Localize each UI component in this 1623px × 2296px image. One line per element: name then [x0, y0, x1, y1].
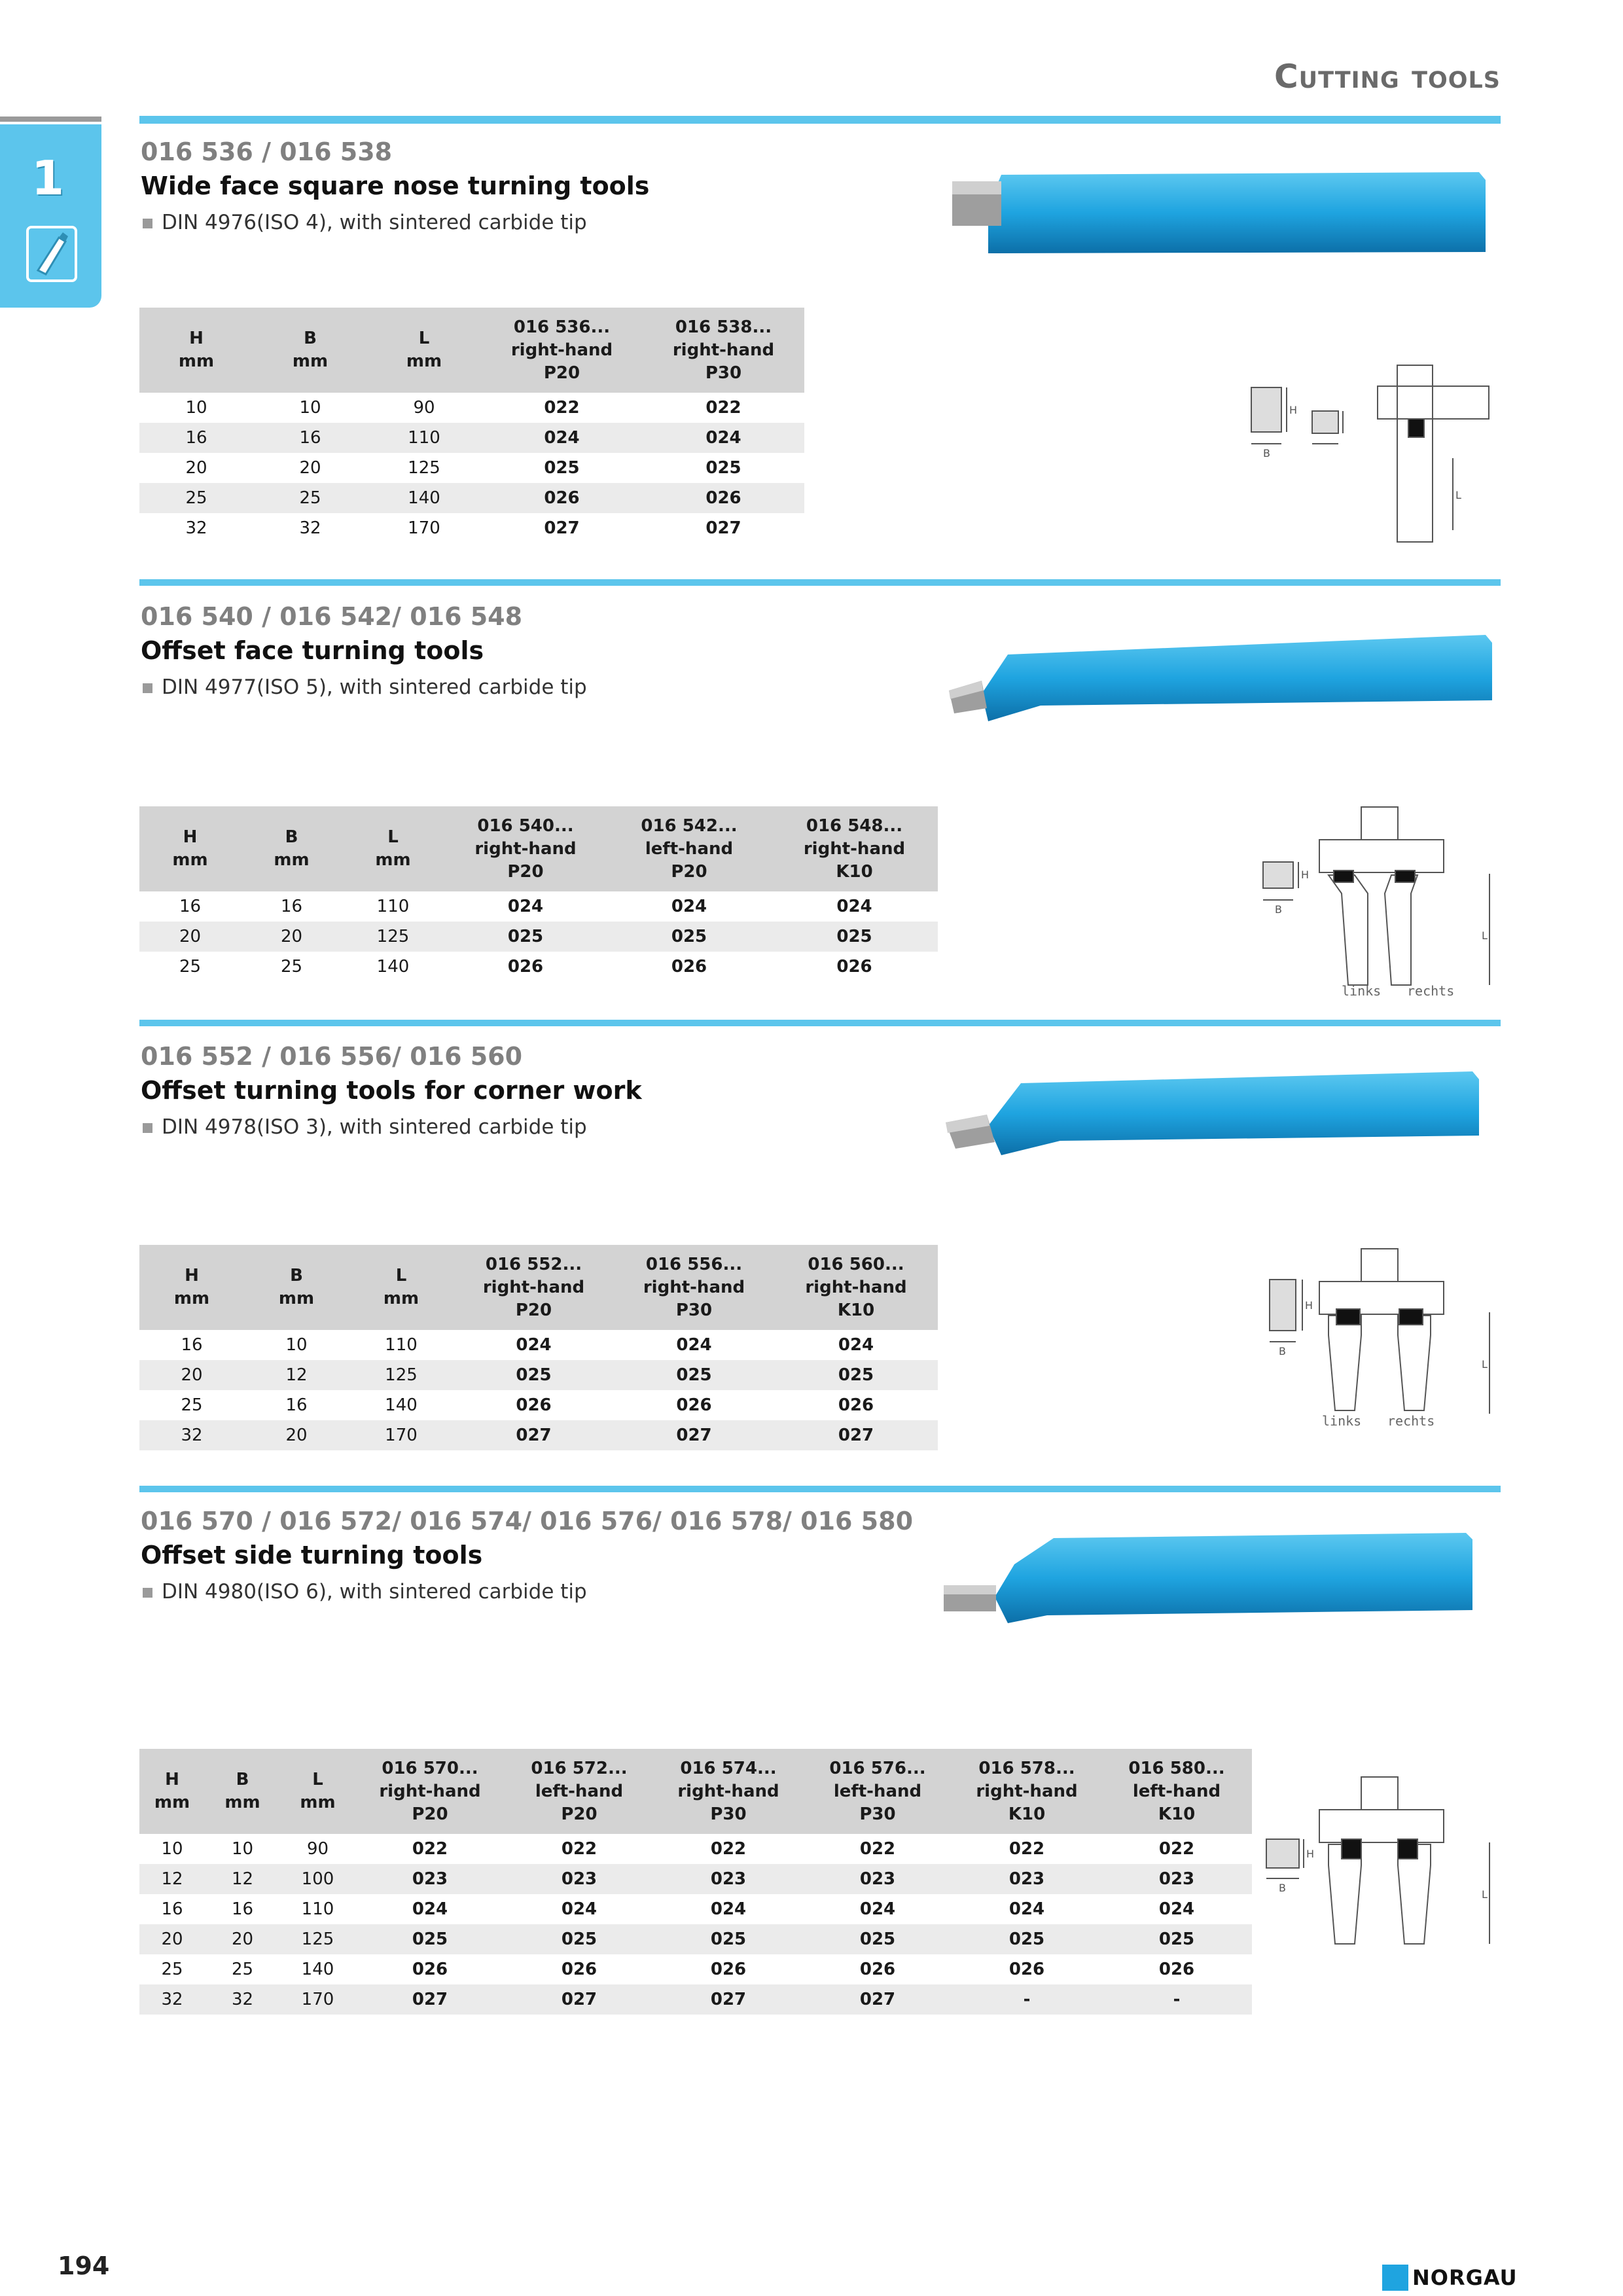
section-2-spec: DIN 4977(ISO 5), with sintered carbide tip: [143, 675, 587, 699]
col-header: 016 572... left-hand P20: [505, 1749, 654, 1834]
brand-logo[interactable]: [1382, 2265, 1518, 2291]
section-4-spec: DIN 4980(ISO 6), with sintered carbide tip: [143, 1580, 587, 1604]
svg-text:H: H: [1305, 1299, 1313, 1312]
col-header: H mm: [139, 806, 241, 891]
svg-text:rechts: rechts: [1407, 983, 1455, 998]
svg-text:H: H: [1289, 404, 1298, 416]
section-2-rule: [139, 579, 1501, 586]
svg-text:links: links: [1322, 1413, 1362, 1429]
header-rule: [139, 116, 1501, 124]
diagram-offset-side: [1257, 1767, 1499, 1950]
page-number: 194: [58, 2251, 110, 2280]
svg-text:B: B: [1279, 1345, 1286, 1357]
col-header: 016 574... right-hand P30: [654, 1749, 803, 1834]
section-3-table: [139, 1245, 938, 1450]
table-row: 10 10 90 022 022 022 022 022 022: [161, 1839, 1195, 1859]
col-header: 016 536... right-hand P20: [481, 308, 643, 393]
col-header: B mm: [241, 806, 342, 891]
col-header: 016 552... right-hand P20: [454, 1245, 614, 1330]
col-header: H mm: [139, 308, 253, 393]
table-header-row: [139, 1749, 1252, 1834]
table-row: 20 20 125 025 025 025: [139, 922, 938, 952]
section-3-spec: DIN 4978(ISO 3), with sintered carbide tip: [143, 1115, 587, 1139]
section-1-codes: 016 536 / 016 538: [141, 137, 393, 166]
col-header: 016 576... left-hand P30: [803, 1749, 952, 1834]
col-header: 016 578... right-hand K10: [952, 1749, 1101, 1834]
bullet-square-icon: [143, 1123, 152, 1133]
bullet-square-icon: [143, 1588, 152, 1598]
table-row: 12 12 100 023 023 023 023 023 023: [139, 1864, 1252, 1894]
col-header: L mm: [280, 1749, 355, 1834]
table-row: 32 32 170 027 027 027 027 - -: [139, 1984, 1252, 2015]
table-row: 16 16 110 024 024 024: [179, 897, 872, 916]
section-2-title: Offset face turning tools: [141, 636, 484, 665]
col-header: 016 540... right-hand P20: [444, 806, 607, 891]
col-header: L mm: [349, 1245, 454, 1330]
page-header-title: Cutting tools: [1274, 58, 1501, 96]
chapter-tab[interactable]: [0, 124, 101, 308]
diagram-square-nose: [1243, 360, 1492, 543]
col-header: H mm: [139, 1749, 205, 1834]
col-header: L mm: [342, 806, 444, 891]
svg-text:L: L: [1482, 1358, 1488, 1371]
tool-image-offset-side: [936, 1525, 1479, 1630]
bullet-square-icon: [143, 683, 152, 693]
svg-text:H: H: [1301, 869, 1310, 881]
table-row: 20 12 125 025 025 025: [139, 1360, 938, 1390]
table-row: 25 25 140 026 026: [139, 483, 804, 513]
col-header: B mm: [244, 1245, 349, 1330]
table-row: 25 16 140 026 026 026: [181, 1395, 874, 1415]
col-header: 016 580... left-hand K10: [1101, 1749, 1252, 1834]
section-4-title: Offset side turning tools: [141, 1541, 483, 1570]
diagram-corner-work: [1257, 1244, 1499, 1440]
table-row: 20 20 125 025 025 025 025 025 025: [139, 1924, 1252, 1954]
bullet-square-icon: [143, 219, 152, 228]
table-row: 32 32 170 027 027: [185, 518, 741, 538]
col-header: 016 542... left-hand P20: [607, 806, 771, 891]
table-header-row: [139, 806, 938, 891]
table-row: 25 25 140 026 026 026 026 026 026: [161, 1960, 1195, 1979]
tool-image-square-nose: [942, 167, 1492, 259]
col-header: B mm: [205, 1749, 280, 1834]
chapter-tab-topline: [0, 117, 101, 122]
svg-text:B: B: [1263, 447, 1270, 459]
svg-text:B: B: [1275, 903, 1282, 916]
col-header: L mm: [367, 308, 481, 393]
section-2-codes: 016 540 / 016 542/ 016 548: [141, 602, 523, 631]
table-row: 10 10 90 022 022: [185, 398, 741, 418]
table-row: 25 25 140 026 026 026: [179, 957, 872, 977]
chapter-number: 1: [31, 151, 65, 206]
section-1-spec: DIN 4976(ISO 4), with sintered carbide tip: [143, 211, 587, 234]
table-row: 20 20 125 025 025: [185, 458, 741, 478]
section-4-codes: 016 570 / 016 572/ 016 574/ 016 576/ 016 578/ 016 580: [141, 1507, 914, 1535]
section-3-title: Offset turning tools for corner work: [141, 1076, 642, 1105]
col-header: 016 570... right-hand P20: [355, 1749, 505, 1834]
tool-image-corner-work: [936, 1064, 1486, 1162]
section-4-rule: [139, 1486, 1501, 1492]
col-header: B mm: [253, 308, 367, 393]
section-1-table: [139, 308, 804, 543]
section-3-rule: [139, 1020, 1501, 1026]
table-header-row: [139, 308, 804, 393]
section-3-codes: 016 552 / 016 556/ 016 560: [141, 1042, 523, 1071]
table-row: 16 16 110 024 024 024 024 024 024: [161, 1899, 1195, 1919]
col-header: 016 538... right-hand P30: [643, 308, 804, 393]
svg-text:rechts: rechts: [1387, 1413, 1435, 1429]
svg-text:B: B: [1279, 1882, 1286, 1894]
table-row: 32 20 170 027 027 027: [139, 1420, 938, 1450]
svg-text:H: H: [1306, 1848, 1315, 1860]
section-2-table: [139, 806, 938, 982]
table-row: 16 16 110 024 024: [139, 423, 804, 453]
table-header-row: [139, 1245, 938, 1330]
table-row: 16 10 110 024 024 024: [181, 1335, 874, 1355]
cutting-tool-icon: [26, 226, 77, 282]
svg-text:L: L: [1455, 489, 1461, 501]
col-header: 016 548... right-hand K10: [771, 806, 938, 891]
diagram-offset-face: [1257, 802, 1499, 998]
tool-image-offset-face: [936, 628, 1499, 726]
col-header: H mm: [139, 1245, 244, 1330]
col-header: 016 560... right-hand K10: [774, 1245, 938, 1330]
col-header: 016 556... right-hand P30: [614, 1245, 774, 1330]
svg-text:L: L: [1482, 1888, 1488, 1901]
svg-text:links: links: [1342, 983, 1382, 998]
brand-square-icon: [1382, 2265, 1408, 2291]
brand-name: NORGAU: [1412, 2265, 1518, 2290]
section-4-table: [139, 1749, 1252, 2015]
section-1-title: Wide face square nose turning tools: [141, 171, 650, 200]
svg-text:L: L: [1482, 929, 1488, 942]
